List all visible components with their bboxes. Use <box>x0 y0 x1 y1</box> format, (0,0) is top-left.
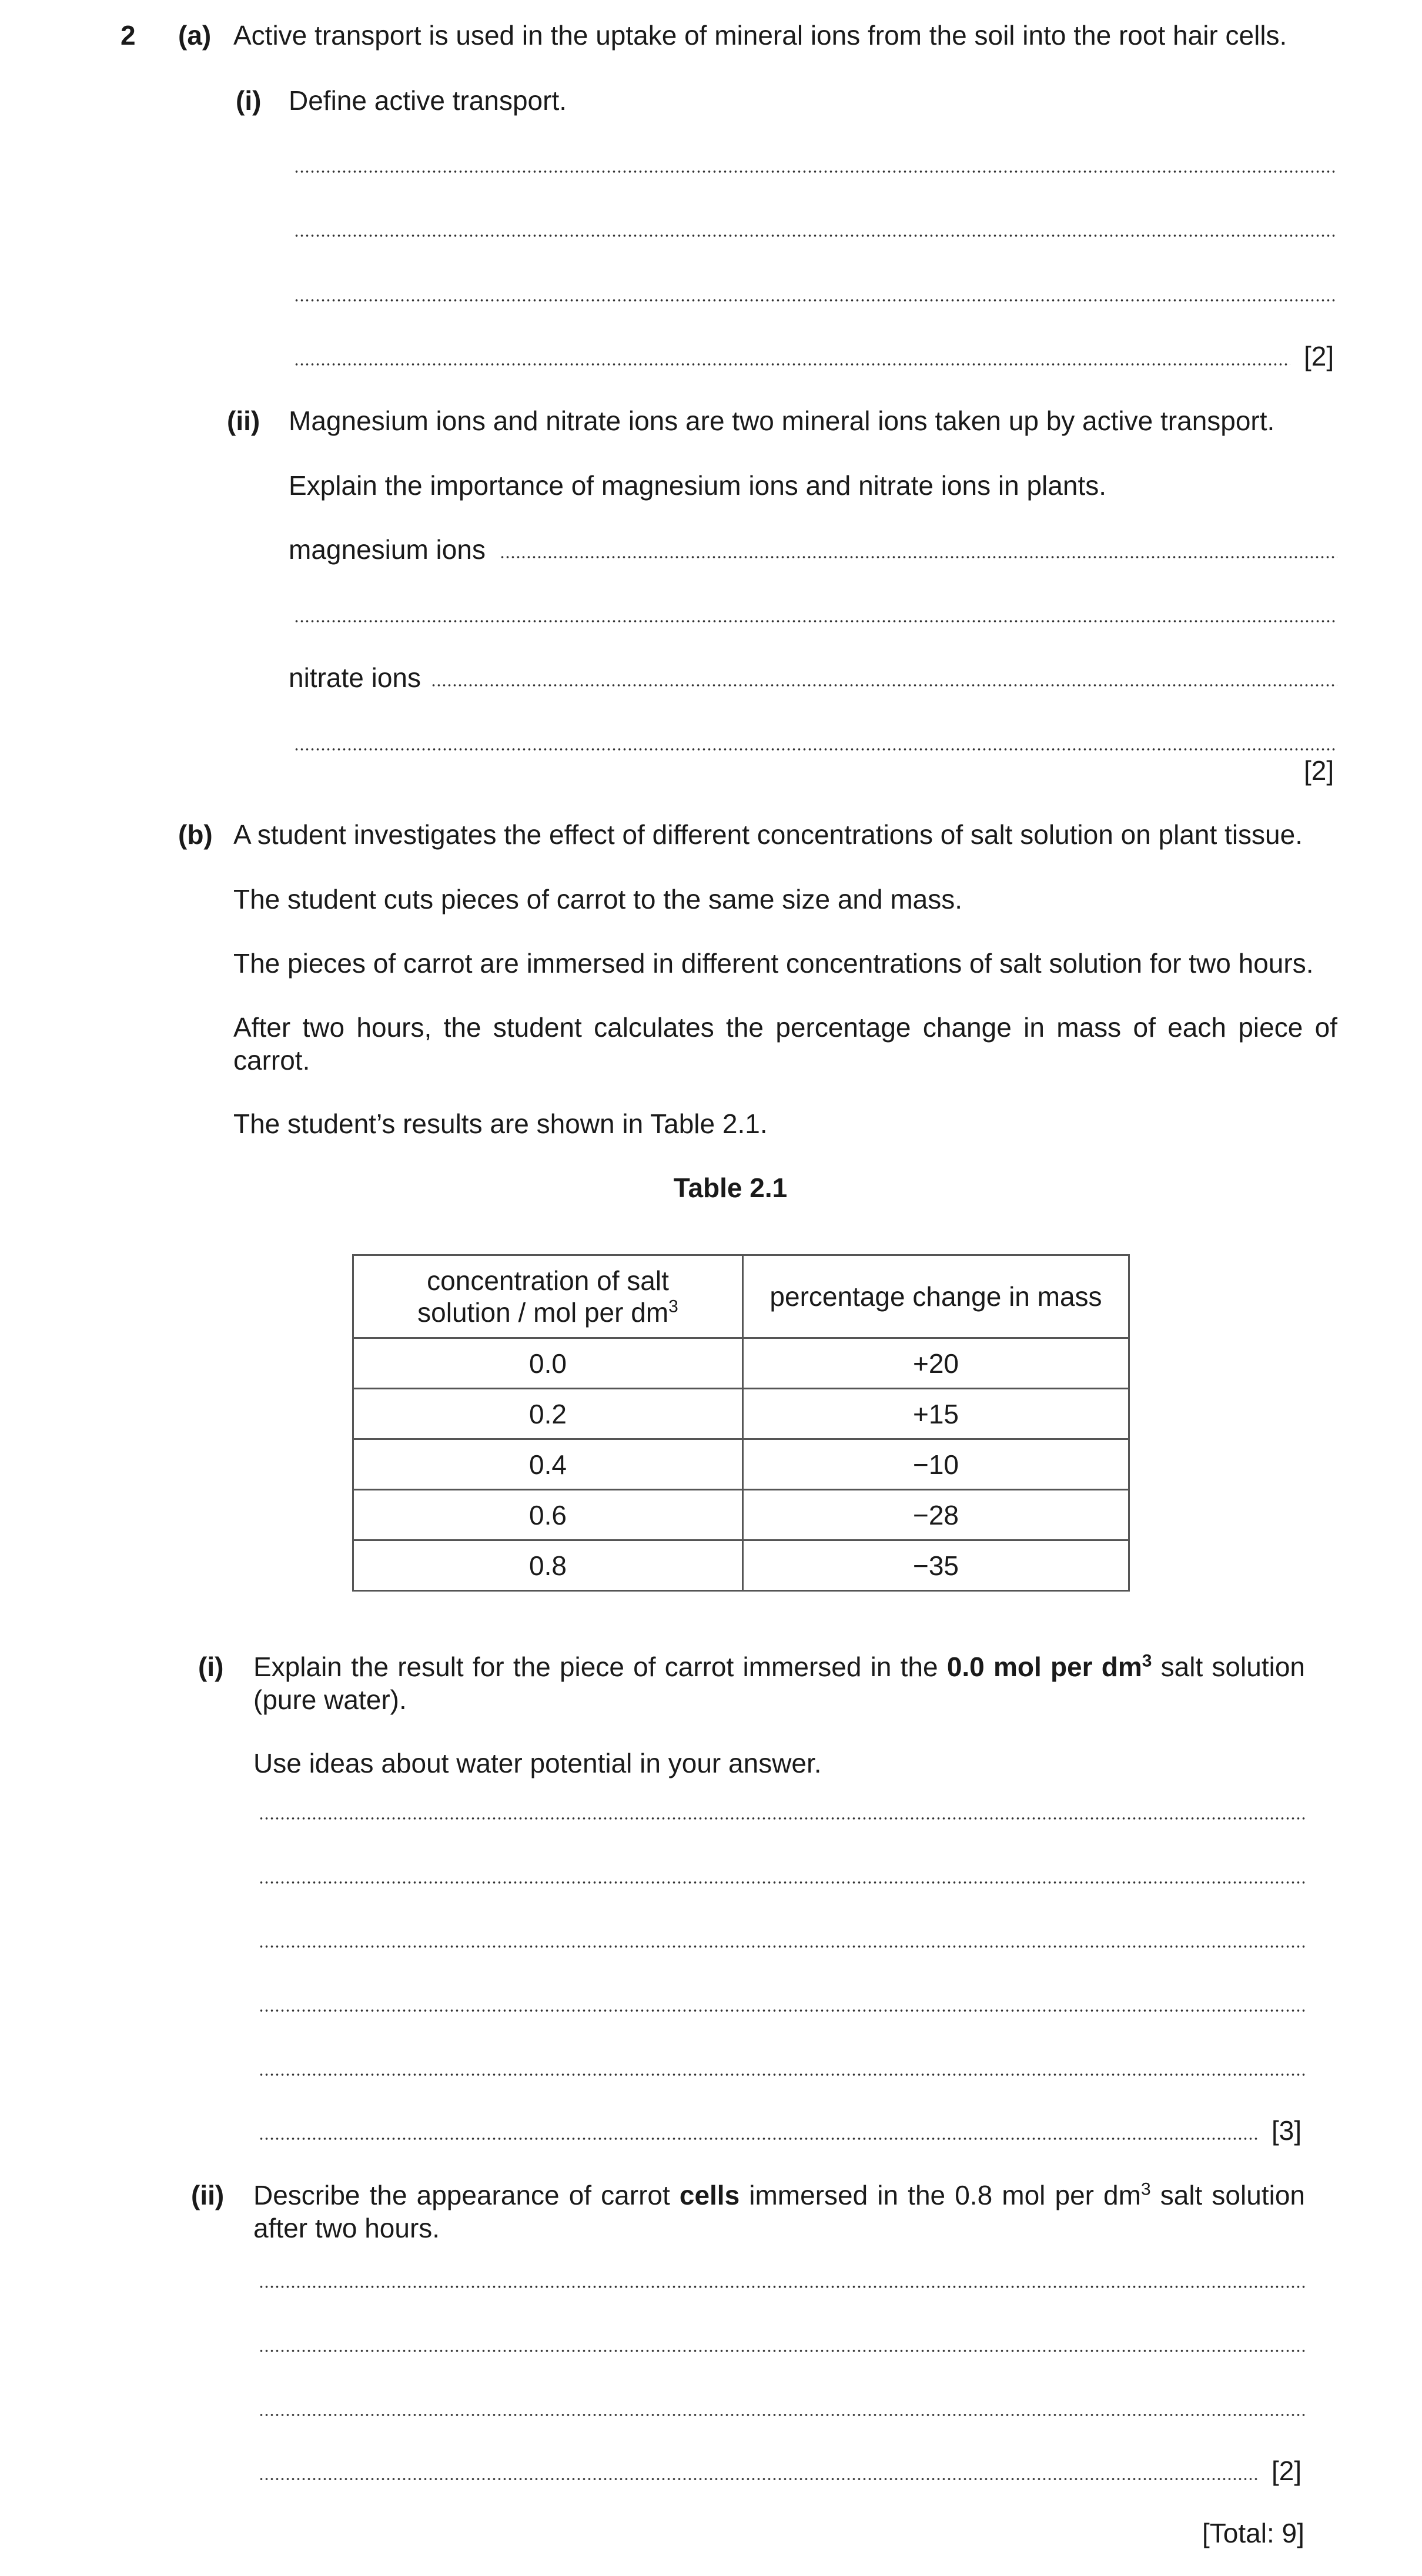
table-row <box>353 1389 1129 1439</box>
cell-change: +20 <box>743 1338 1129 1389</box>
table-row <box>353 1490 1129 1540</box>
answer-line[interactable] <box>294 170 1337 173</box>
answer-line[interactable] <box>294 748 1337 751</box>
part-b-line: A student investigates the effect of different concentrations of salt solution on plant tissue. <box>233 819 1303 850</box>
answer-line[interactable] <box>294 299 1337 302</box>
cell-concentration: 0.6 <box>353 1490 743 1540</box>
answer-line[interactable] <box>500 555 1337 559</box>
question-number: 2 <box>121 20 136 51</box>
cell-change: +15 <box>743 1389 1129 1439</box>
header-concentration: concentration of salt solution / mol per $dm^3$ <box>353 1255 743 1338</box>
answer-line[interactable] <box>259 2285 1305 2289</box>
part-b-i-label: (i) <box>198 1652 224 1682</box>
cell-change: −10 <box>743 1439 1129 1490</box>
nitrate-ions-label: nitrate ions <box>289 662 421 693</box>
answer-line[interactable] <box>259 2137 1258 2140</box>
total-marks: [Total: 9] <box>1202 2518 1304 2548</box>
part-b-i-instruction: Use ideas about water potential in your answer. <box>253 1748 822 1778</box>
cell-concentration: 0.0 <box>353 1338 743 1389</box>
cell-change: −28 <box>743 1490 1129 1540</box>
part-a-label: (a) <box>178 20 212 51</box>
answer-line[interactable] <box>294 619 1337 623</box>
marks-b-ii: [2] <box>1272 2456 1302 2486</box>
part-a-ii-label: (ii) <box>227 406 260 436</box>
part-b-i-question: Explain the result for the piece of carrot immersed in the 0.0 mol per $dm^3$ salt solution (pure water). <box>253 1651 1305 1715</box>
part-b-line: After two hours, the student calculates the percentage change in mass of each piece of carrot. <box>233 1012 1337 1076</box>
part-b-line: The pieces of carrot are immersed in different concentrations of salt solution for two hours. <box>233 948 1314 979</box>
answer-line[interactable] <box>259 2073 1305 2076</box>
table-row <box>353 1439 1129 1490</box>
part-a-ii-question: Magnesium ions and nitrate ions are two mineral ions taken up by active transport. <box>289 406 1275 436</box>
answer-line[interactable] <box>294 363 1290 366</box>
answer-line[interactable] <box>259 2349 1305 2353</box>
marks-b-i: [3] <box>1272 2115 1302 2146</box>
answer-line[interactable] <box>259 2413 1305 2417</box>
part-a-stem: Active transport is used in the uptake of mineral ions from the soil into the root hair cells. <box>233 20 1287 51</box>
table-header-row <box>353 1255 1129 1338</box>
marks-a-i: [2] <box>1304 341 1334 371</box>
table-row <box>353 1338 1129 1389</box>
answer-line[interactable] <box>294 234 1337 237</box>
part-a-i-label: (i) <box>236 85 262 116</box>
results-table <box>352 1254 1130 1592</box>
marks-a-ii: [2] <box>1304 755 1334 786</box>
cell-concentration: 0.4 <box>353 1439 743 1490</box>
answer-line[interactable] <box>259 1881 1305 1884</box>
table-row <box>353 1540 1129 1591</box>
cell-concentration: 0.8 <box>353 1540 743 1591</box>
answer-line[interactable] <box>259 2477 1258 2481</box>
magnesium-ions-label: magnesium ions <box>289 534 486 565</box>
part-a-ii-instruction: Explain the importance of magnesium ions and nitrate ions in plants. <box>289 470 1107 501</box>
answer-line[interactable] <box>259 1817 1305 1820</box>
cell-change: −35 <box>743 1540 1129 1591</box>
part-b-label: (b) <box>178 819 213 850</box>
part-b-ii-question: Describe the appearance of carrot cells immersed in the 0.8 mol per $dm^3$ salt solution after two hours. <box>253 2179 1305 2243</box>
table-title: Table 2.1 <box>673 1173 788 1203</box>
part-b-ii-label: (ii) <box>191 2180 225 2210</box>
part-b-line: The student cuts pieces of carrot to the same size and mass. <box>233 884 963 915</box>
header-percentage-change: percentage change in mass <box>743 1255 1129 1338</box>
answer-line[interactable] <box>259 1945 1305 1948</box>
answer-line[interactable] <box>259 2009 1305 2012</box>
answer-line[interactable] <box>431 684 1337 687</box>
cell-concentration: 0.2 <box>353 1389 743 1439</box>
part-b-line: The student’s results are shown in Table 2.1. <box>233 1108 768 1139</box>
part-a-i-question: Define active transport. <box>289 85 567 116</box>
